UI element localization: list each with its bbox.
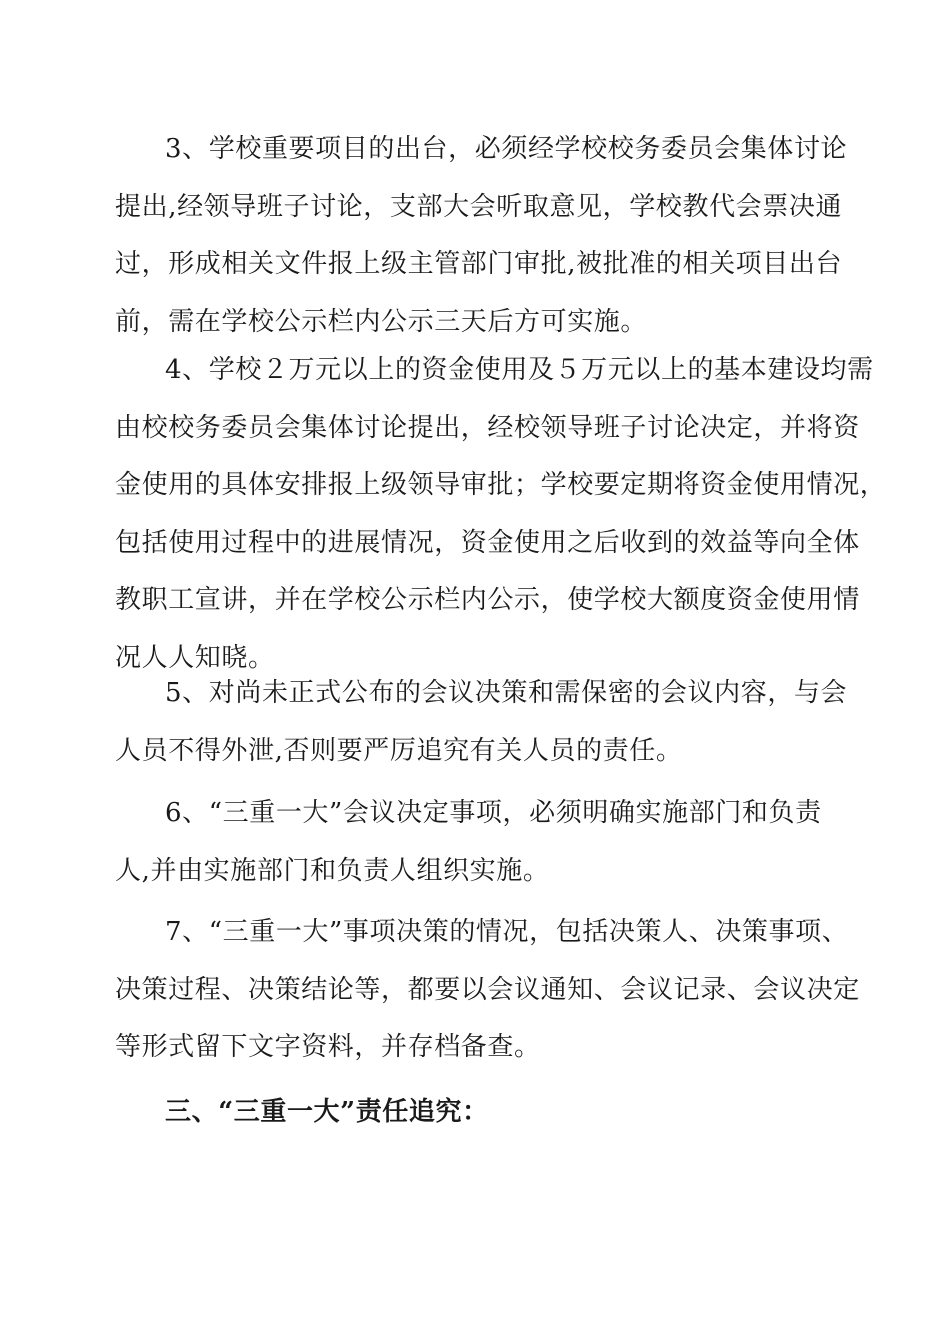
text-line: 7、“三重一大”事项决策的情况，包括决策人、决策事项、 [165, 917, 849, 947]
text-line: 金使用的具体安排报上级领导审批；学校要定期将资金使用情况， [115, 470, 887, 500]
section-heading-text: 三、“三重一大”责任追究： [165, 1097, 489, 1127]
text-line: 决策过程、决策结论等，都要以会议通知、会议记录、会议决定 [115, 974, 860, 1005]
text-line: 前，需在学校公示栏内公示三天后方可实施。 [115, 306, 648, 337]
paragraph-item-3 [115, 121, 848, 351]
text-line: 等形式留下文字资料，并存档备查。 [115, 1032, 541, 1062]
text-line: 4、学校２万元以上的资金使用及５万元以上的基本建设均需 [165, 355, 874, 385]
paragraph-item-6 [115, 785, 845, 900]
text-line: 况人人知晓。 [115, 642, 275, 673]
text-line: 由校校务委员会集体讨论提出，经校领导班子讨论决定，并将资 [115, 412, 860, 443]
text-line: 人,并由实施部门和负责人组织实施。 [115, 855, 550, 886]
text-line: 3、学校重要项目的出台，必须经学校校务委员会集体讨论 [165, 134, 848, 164]
paragraph-item-5 [115, 665, 848, 780]
text-line: 提出,经领导班子讨论，支部大会听取意见，学校教代会票决通 [115, 191, 843, 222]
text-line: 过，形成相关文件报上级主管部门审批,被批准的相关项目出台 [115, 249, 843, 279]
text-line: 5、对尚未正式公布的会议决策和需保密的会议内容，与会 [165, 678, 848, 708]
section-heading [115, 1084, 845, 1142]
paragraph-item-4 [115, 342, 887, 687]
text-line: 6、“三重一大”会议决定事项，必须明确实施部门和负责 [165, 798, 822, 828]
text-line: 包括使用过程中的进展情况，资金使用之后收到的效益等向全体 [115, 527, 860, 558]
paragraph-item-7 [115, 904, 860, 1077]
text-line: 教职工宣讲，并在学校公示栏内公示，使学校大额度资金使用情 [115, 585, 860, 615]
text-line: 人员不得外泄,否则要严厉追究有关人员的责任。 [115, 735, 683, 766]
